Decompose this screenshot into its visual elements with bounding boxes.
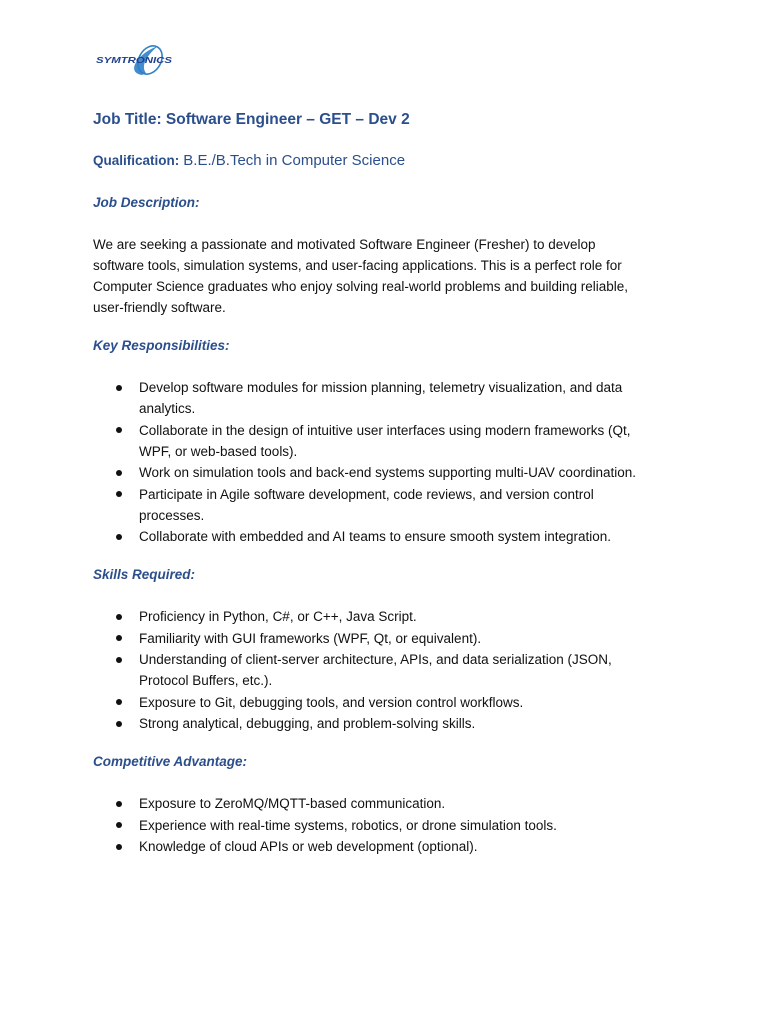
list-item-line: Knowledge of cloud APIs or web development (optional). bbox=[139, 839, 478, 854]
list-item-line: Experience with real-time systems, robotics, or drone simulation tools. bbox=[139, 817, 557, 833]
bullet-icon bbox=[116, 699, 122, 705]
list-item bbox=[93, 377, 683, 419]
list-item-line: Proficiency in Python, C#, or C++, Java Script. bbox=[139, 609, 417, 624]
list-item-line: processes. bbox=[139, 507, 205, 523]
competitive-advantage-list bbox=[93, 793, 683, 858]
list-item-line: analytics. bbox=[139, 401, 196, 416]
paragraph-line: We are seeking a passionate and motivated Software Engineer (Fresher) to develop bbox=[93, 237, 596, 252]
list-item-line: Exposure to Git, debugging tools, and version control workflows. bbox=[139, 694, 524, 710]
list-item-line: Develop software modules for mission planning, telemetry visualization, and data bbox=[139, 380, 623, 395]
qualification bbox=[93, 152, 405, 170]
list-item-line: Participate in Agile software development, code reviews, and version control bbox=[139, 486, 594, 502]
logo-text: SYMTRONICS bbox=[96, 55, 173, 65]
list-item-line: Exposure to ZeroMQ/MQTT-based communication. bbox=[139, 796, 446, 811]
list-item bbox=[93, 692, 683, 713]
list-item bbox=[93, 649, 683, 691]
responsibilities-heading: Key Responsibilities: bbox=[93, 338, 230, 353]
bullet-icon bbox=[116, 470, 122, 476]
list-item bbox=[93, 420, 683, 462]
bullet-icon bbox=[116, 534, 122, 540]
bullet-icon bbox=[116, 385, 122, 391]
list-item bbox=[93, 793, 683, 814]
skills-heading: Skills Required: bbox=[93, 567, 196, 582]
qualification-value: B.E./B.Tech in Computer Science bbox=[183, 152, 406, 169]
list-item-line: Understanding of client-server architecture, APIs, and data serialization (JSON, bbox=[139, 652, 612, 667]
list-item-line: Protocol Buffers, etc.). bbox=[139, 673, 273, 688]
bullet-icon bbox=[116, 491, 122, 497]
paragraph-line: user-friendly software. bbox=[93, 300, 226, 315]
bullet-icon bbox=[116, 721, 122, 727]
list-item-line: Strong analytical, debugging, and problem-solving skills. bbox=[139, 716, 476, 731]
list-item bbox=[93, 713, 683, 734]
company-logo bbox=[96, 42, 176, 78]
list-item bbox=[93, 815, 683, 836]
bullet-icon bbox=[116, 427, 122, 433]
list-item-line: Collaborate in the design of intuitive user interfaces using modern frameworks (Qt, bbox=[139, 422, 631, 438]
bullet-icon bbox=[116, 801, 122, 807]
list-item bbox=[93, 836, 683, 857]
paragraph-line: Computer Science graduates who enjoy solving real-world problems and building reliable, bbox=[93, 279, 629, 294]
bullet-icon bbox=[116, 635, 122, 641]
job-description-paragraph bbox=[93, 234, 673, 318]
list-item-line: Familiarity with GUI frameworks (WPF, Qt, or equivalent). bbox=[139, 630, 482, 646]
list-item-line: Work on simulation tools and back-end systems supporting multi-UAV coordination. bbox=[139, 465, 636, 480]
list-item bbox=[93, 462, 683, 483]
competitive-advantage-heading: Competitive Advantage: bbox=[93, 754, 248, 769]
job-title: Job Title: Software Engineer – GET – Dev 2 bbox=[93, 111, 410, 128]
list-item bbox=[93, 606, 683, 627]
bullet-icon bbox=[116, 657, 122, 663]
skills-list bbox=[93, 606, 683, 735]
responsibilities-list bbox=[93, 377, 683, 548]
job-description-heading: Job Description: bbox=[93, 195, 200, 210]
bullet-icon bbox=[116, 844, 122, 850]
list-item-line: Collaborate with embedded and AI teams to ensure smooth system integration. bbox=[139, 529, 612, 544]
list-item-line: WPF, or web-based tools). bbox=[139, 443, 298, 459]
list-item bbox=[93, 628, 683, 649]
list-item bbox=[93, 526, 683, 547]
list-item bbox=[93, 484, 683, 526]
bullet-icon bbox=[116, 614, 122, 620]
paragraph-line: software tools, simulation systems, and user-facing applications. This is a perfect role for bbox=[93, 258, 622, 273]
qualification-label: Qualification: bbox=[93, 153, 180, 168]
bullet-icon bbox=[116, 822, 122, 828]
